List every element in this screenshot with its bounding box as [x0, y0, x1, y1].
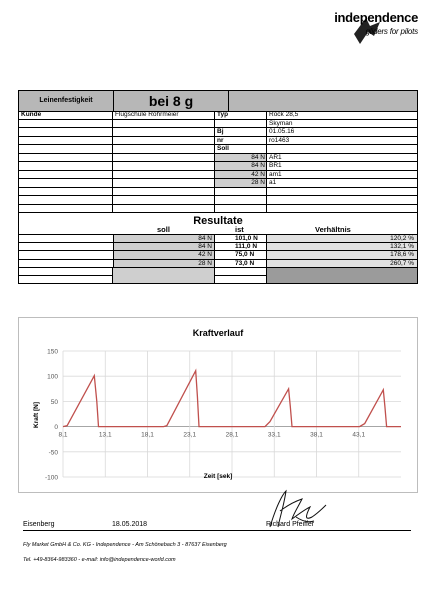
info-cell — [19, 120, 113, 128]
empty-row — [19, 205, 417, 214]
y-tick-label: 150 — [47, 348, 58, 356]
soll-value: 42 N — [215, 171, 267, 179]
empty-cell — [113, 162, 215, 170]
signer-name: Richard Pfeiffer — [266, 521, 315, 528]
info-row — [19, 120, 417, 129]
line-name: BR1 — [269, 162, 282, 169]
result-soll: 84 N — [113, 243, 215, 251]
info-cell — [19, 128, 113, 136]
empty-row — [19, 188, 417, 197]
result-soll: 42 N — [113, 251, 215, 259]
info-row — [19, 111, 417, 120]
info-cell: Flugschule Rohrmeier — [113, 111, 215, 119]
info-cell — [19, 145, 113, 153]
result-row — [19, 251, 417, 260]
info-cell: 01.05.16 — [269, 128, 295, 135]
info-cell — [113, 120, 215, 128]
result-ratio: 132,1 % — [267, 243, 417, 251]
test-value: bei 8 g — [113, 91, 229, 111]
info-cell: Kunde — [19, 111, 113, 119]
x-axis-label: Zeit [sek] — [203, 473, 233, 480]
result-soll: 28 N — [113, 260, 215, 267]
result-row — [19, 243, 417, 252]
place-text: Eisenberg — [23, 521, 55, 528]
signature-line — [23, 530, 411, 531]
info-cell: Typ — [215, 111, 267, 119]
date-text: 18.05.2018 — [112, 521, 148, 528]
x-tick-label: 23,1 — [183, 431, 197, 439]
info-cell — [215, 120, 267, 128]
line-name: am1 — [269, 170, 282, 178]
logo-brand: independence — [334, 10, 418, 25]
empty-cell — [113, 179, 215, 187]
x-tick-label: 8,1 — [58, 431, 68, 439]
empty-result-rows — [18, 268, 418, 284]
company-address: Fly Market GmbH & Co. KG - Independence - Am Schönebach 3 - 87637 Eisenberg — [23, 542, 227, 548]
empty-row — [19, 196, 417, 205]
empty-cell — [19, 171, 113, 179]
x-tick-label: 43,1 — [352, 431, 366, 439]
line-name: AR1 — [269, 153, 282, 161]
chart-canvas — [19, 318, 417, 492]
y-tick-label: 100 — [47, 373, 58, 381]
results-title: Resultate — [193, 215, 243, 227]
x-tick-label: 38,1 — [310, 431, 323, 439]
company-contact: Tel. +49-8364-983360 - e-mail: info@independence-world.com — [23, 557, 176, 563]
info-cell — [19, 137, 113, 145]
y-tick-label: 50 — [50, 398, 58, 406]
info-cell: nr — [215, 137, 267, 145]
soll-value: 84 N — [215, 162, 267, 170]
x-tick-label: 33,1 — [267, 431, 281, 439]
empty-cell — [19, 162, 113, 170]
empty-cell — [19, 179, 113, 187]
logo-tagline: gliders for pilots — [365, 27, 418, 36]
results-col-ist: ist — [235, 225, 244, 234]
company-logo — [310, 10, 418, 54]
info-row — [19, 128, 417, 137]
soll-row — [19, 171, 417, 180]
empty-cell — [19, 154, 113, 162]
force-chart — [18, 317, 418, 493]
soll-value: 84 N — [215, 154, 267, 162]
results-col-ratio: Verhältnis — [315, 225, 351, 234]
line-name: a1 — [269, 179, 277, 186]
y-tick-label: -100 — [44, 474, 58, 482]
result-ist: 101,0 N — [215, 235, 267, 242]
x-tick-label: 13,1 — [98, 431, 112, 439]
info-cell — [113, 145, 215, 153]
info-cell: ro1463 — [269, 136, 290, 144]
info-cell — [267, 145, 417, 153]
result-ratio: 120,2 % — [267, 235, 417, 242]
info-cell: Skyman — [269, 119, 293, 127]
x-tick-label: 18,1 — [141, 431, 154, 439]
soll-row — [19, 179, 417, 188]
result-ist: 111,0 N — [215, 243, 267, 251]
info-cell — [113, 128, 215, 136]
result-ist: 75,0 N — [215, 251, 267, 259]
result-row — [19, 234, 417, 243]
info-cell — [113, 137, 215, 145]
info-cell: Rock 28,5 — [269, 111, 299, 118]
soll-value: 28 N — [215, 179, 267, 187]
info-cell: Soll — [215, 145, 267, 153]
results-col-soll: soll — [157, 225, 170, 234]
empty-cell — [113, 171, 215, 179]
info-cell: Bj — [215, 128, 267, 136]
table-header — [19, 91, 417, 112]
y-tick-label: -50 — [48, 449, 58, 457]
result-soll: 84 N — [113, 235, 215, 242]
y-tick-label: 0 — [54, 424, 58, 432]
soll-row — [19, 154, 417, 163]
result-ratio: 178,6 % — [267, 251, 417, 259]
test-table — [18, 90, 418, 268]
chart-title: Kraftverlauf — [192, 328, 244, 338]
info-row — [19, 145, 417, 154]
result-ratio: 260,7 % — [267, 260, 417, 267]
result-ist: 73,0 N — [215, 260, 267, 267]
info-row — [19, 137, 417, 146]
empty-cell — [113, 154, 215, 162]
test-label: Leinenfestigkeit — [39, 97, 93, 104]
soll-row — [19, 162, 417, 171]
result-row — [19, 260, 417, 268]
signature-scribble — [262, 487, 332, 532]
x-tick-label: 28,1 — [225, 431, 239, 439]
y-axis-label: Kraft [N] — [33, 402, 40, 428]
